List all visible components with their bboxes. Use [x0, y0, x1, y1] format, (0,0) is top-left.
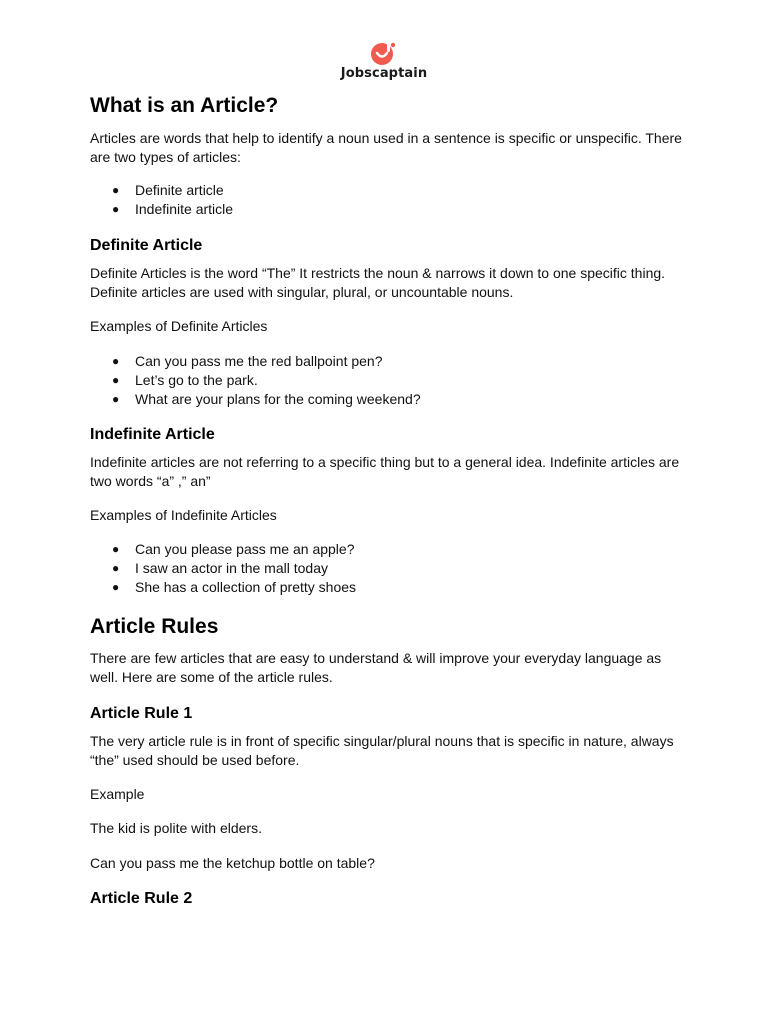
- list-item-text: What are your plans for the coming weekend?: [135, 391, 421, 407]
- list-item-text: Can you pass me the red ballpoint pen?: [135, 353, 383, 369]
- rules-intro-paragraph: There are few articles that are easy to understand & will improve your everyday language as well. Here are some of the article rules.: [90, 650, 662, 685]
- heading-article-rule-2: Article Rule 2: [90, 890, 193, 907]
- definite-examples-label: Examples of Definite Articles: [90, 318, 268, 334]
- heading-what-is-article: What is an Article?: [90, 94, 279, 117]
- rule1-paragraph: The very article rule is in front of specific singular/plural nouns that is specific in nature, always “the” used should be used before.: [90, 733, 674, 768]
- indefinite-examples-list: [90, 540, 356, 597]
- bullet-icon: ●: [112, 580, 120, 594]
- brand-logo: [0, 40, 768, 81]
- indefinite-paragraph: Indefinite articles are not referring to a specific thing but to a general idea. Indefinite articles are two words “a” ,” an”: [90, 454, 680, 489]
- definite-paragraph: Definite Articles is the word “The” It restricts the noun & narrows it down to one specific thing. Definite articles are used with singular, plural, or uncountable nouns.: [90, 265, 666, 300]
- heading-definite-article: Definite Article: [90, 237, 203, 254]
- list-item: [90, 200, 233, 219]
- bullet-icon: ●: [112, 373, 120, 387]
- list-item: [90, 540, 356, 559]
- heading-article-rules: Article Rules: [90, 615, 219, 638]
- list-item: [90, 390, 421, 409]
- list-item: [90, 181, 233, 200]
- list-item: [90, 559, 356, 578]
- list-item-text: Let’s go to the park.: [135, 372, 258, 388]
- article-types-list: [90, 181, 233, 219]
- list-item-text: Definite article: [135, 182, 224, 198]
- list-item: [90, 578, 356, 597]
- definite-examples-list: [90, 352, 421, 409]
- bullet-icon: ●: [112, 183, 120, 197]
- intro-paragraph: Articles are words that help to identify a noun used in a sentence is specific or unspecific. There are two types of articles:: [90, 130, 682, 165]
- rule1-example-1: The kid is polite with elders.: [90, 820, 262, 836]
- list-item-text: I saw an actor in the mall today: [135, 560, 328, 576]
- bullet-icon: ●: [112, 202, 120, 216]
- list-item-text: Indefinite article: [135, 201, 234, 217]
- indefinite-examples-label: Examples of Indefinite Articles: [90, 507, 277, 523]
- list-item-text: She has a collection of pretty shoes: [135, 579, 357, 595]
- bullet-icon: ●: [112, 542, 120, 556]
- rule1-example-label: Example: [90, 786, 145, 802]
- heading-article-rule-1: Article Rule 1: [90, 705, 193, 722]
- bullet-icon: ●: [112, 354, 120, 368]
- rule1-example-2: Can you pass me the ketchup bottle on table?: [90, 855, 375, 871]
- bullet-icon: ●: [112, 561, 120, 575]
- list-item: [90, 371, 421, 390]
- bullet-icon: ●: [112, 392, 120, 406]
- list-item: [90, 352, 421, 371]
- brand-name: Jobscaptain: [340, 66, 428, 81]
- list-item-text: Can you please pass me an apple?: [135, 541, 355, 557]
- smiley-logo-icon: [369, 40, 399, 68]
- heading-indefinite-article: Indefinite Article: [90, 426, 215, 443]
